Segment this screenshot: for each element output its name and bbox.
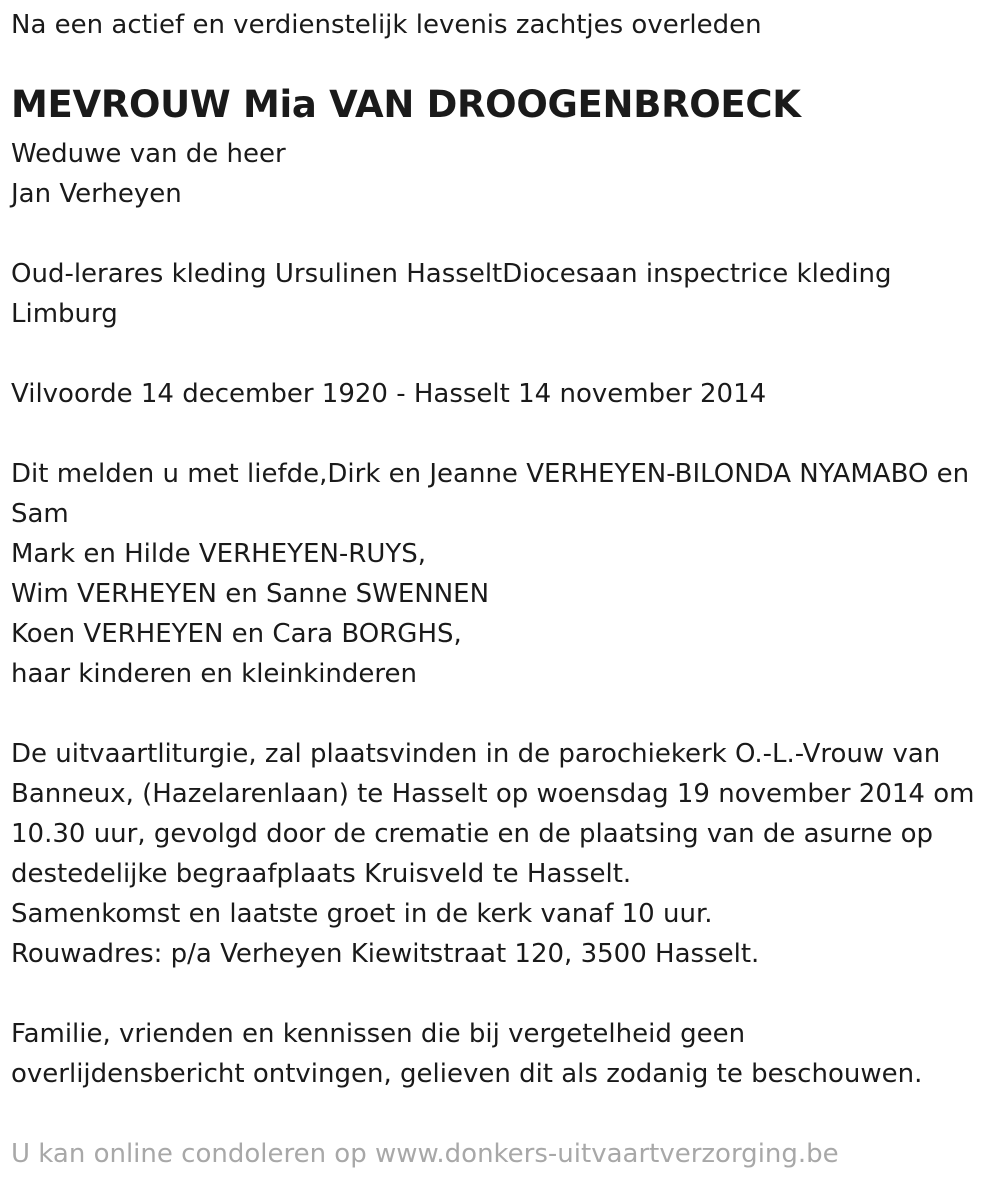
online-condolence — [11, 1134, 839, 1174]
widow-line: Weduwe van de heer — [11, 139, 286, 169]
ceremony-line: Samenkomst en laatste groet in de kerk vanaf 10 uur. — [11, 899, 713, 929]
family-line: Mark en Hilde VERHEYEN-RUYS, — [11, 539, 427, 569]
widow-line: Jan Verheyen — [11, 179, 182, 209]
dates-block — [11, 374, 766, 414]
deceased-name: MEVROUW Mia VAN DROOGENBROECK — [11, 83, 801, 126]
profession-line: Limburg — [11, 299, 118, 329]
ceremony-block — [11, 734, 974, 974]
notice-line: Familie, vrienden en kennissen die bij vergetelheid geen — [11, 1019, 746, 1049]
profession-block — [11, 254, 892, 334]
family-line: Sam — [11, 499, 69, 529]
ceremony-line: De uitvaartliturgie, zal plaatsvinden in de parochiekerk O.-L.-Vrouw van — [11, 739, 941, 769]
family-line: Wim VERHEYEN en Sanne SWENNEN — [11, 579, 490, 609]
ceremony-line: Rouwadres: p/a Verheyen Kiewitstraat 120, 3500 Hasselt. — [11, 939, 760, 969]
widow-block — [11, 134, 286, 214]
ceremony-line: 10.30 uur, gevolgd door de crematie en de plaatsing van de asurne op — [11, 819, 934, 849]
online-condolence-text: U kan online condoleren op www.donkers-uitvaartverzorging.be — [11, 1139, 839, 1169]
notice-block — [11, 1014, 922, 1094]
ceremony-line: destedelijke begraafplaats Kruisveld te Hasselt. — [11, 859, 632, 889]
intro-text: Na een actief en verdienstelijk levenis zachtjes overleden — [11, 10, 762, 40]
notice-line: overlijdensbericht ontvingen, gelieven dit als zodanig te beschouwen. — [11, 1059, 923, 1089]
ceremony-line: Banneux, (Hazelarenlaan) te Hasselt op woensdag 19 november 2014 om — [11, 779, 975, 809]
family-block — [11, 454, 969, 694]
family-line: haar kinderen en kleinkinderen — [11, 659, 417, 689]
life-dates: Vilvoorde 14 december 1920 - Hasselt 14 november 2014 — [11, 379, 767, 409]
family-line: Dit melden u met liefde,Dirk en Jeanne VERHEYEN-BILONDA NYAMABO en — [11, 459, 970, 489]
profession-line: Oud-lerares kleding Ursulinen HasseltDiocesaan inspectrice kleding — [11, 259, 892, 289]
family-line: Koen VERHEYEN en Cara BORGHS, — [11, 619, 462, 649]
